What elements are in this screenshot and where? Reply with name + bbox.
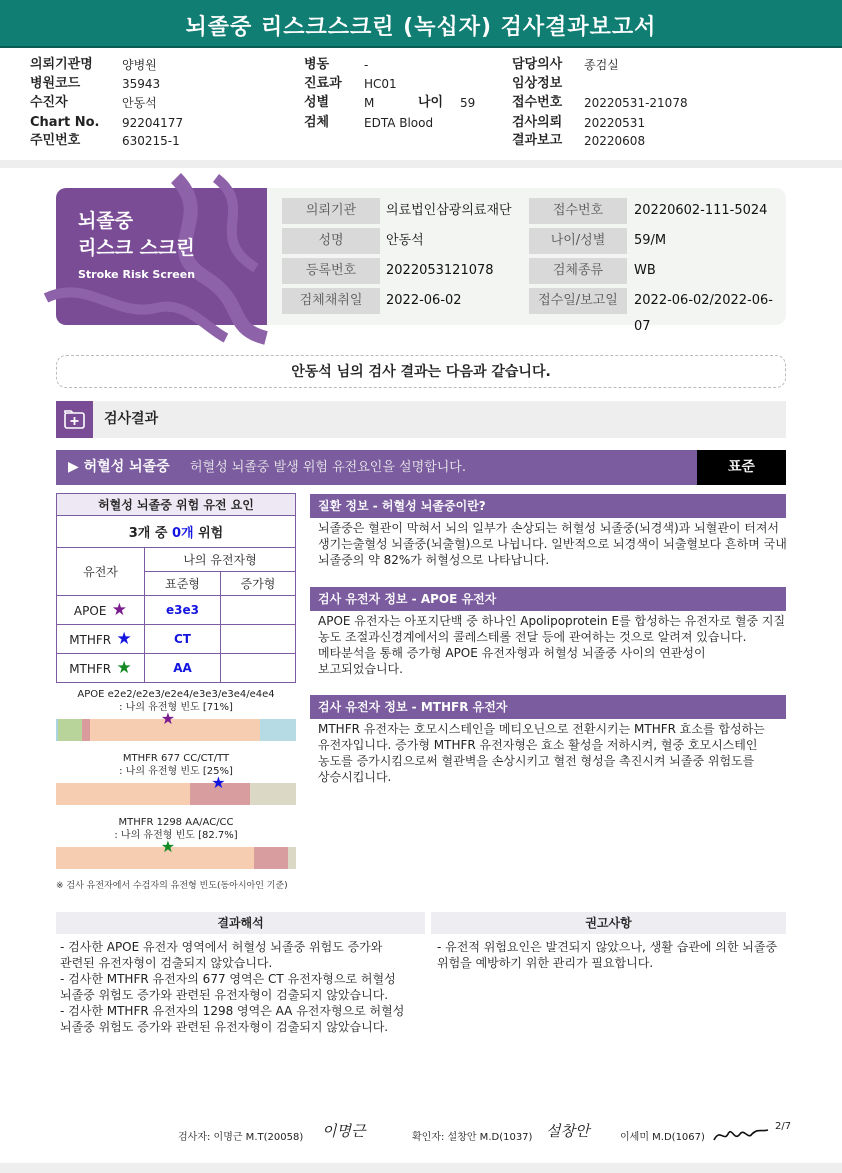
frequency-label-percent: : 나의 유전형 빈도 [25%]	[119, 766, 233, 777]
header-value: 20220531-21078	[584, 96, 688, 110]
age-value: 59	[460, 96, 476, 110]
info-panel-text	[318, 520, 788, 568]
header-label: 접수번호	[512, 95, 563, 110]
summary-suffix: 위험	[198, 526, 224, 541]
interp-line: - 검사한 MTHFR 유전자의 1298 영역은 AA 유전자형으로 허혈성	[60, 1004, 405, 1018]
star-icon: ★	[111, 658, 132, 678]
header-label: 담당의사	[512, 57, 563, 72]
frequency-bar	[56, 847, 296, 869]
gene-name-cell	[57, 625, 145, 654]
doctor2-signature: 이세미 M.D(1067)	[620, 1132, 705, 1143]
genotype-increased	[221, 654, 296, 683]
genotype-marker-star-icon: ★	[211, 773, 226, 792]
genotype-standard: e3e3	[145, 596, 221, 625]
header-value: 종검실	[584, 58, 619, 72]
summary-count: 0개	[171, 526, 194, 541]
header-value: 양병원	[122, 58, 157, 72]
frequency-bar	[56, 719, 296, 741]
info-panel-line: 보고되었습니다.	[318, 662, 403, 676]
genotype-standard: AA	[145, 654, 221, 683]
header-label: Chart No.	[30, 115, 100, 130]
interp-line: 뇌졸중 위험도 증가와 관련된 유전자형이 검출되지 않았습니다.	[60, 988, 389, 1002]
frequency-segment	[250, 783, 296, 805]
header-value: M	[364, 96, 375, 110]
gene-name: APOE	[73, 604, 107, 618]
genotype-standard: CT	[145, 625, 221, 654]
card-field-value: 59/M	[634, 233, 667, 248]
col-inc-header: 증가형	[221, 572, 296, 596]
info-panel-text	[318, 721, 788, 785]
frequency-label	[56, 688, 296, 714]
summary-prefix: 3개 중	[128, 526, 168, 541]
frequency-label-percent: : 나의 유전형 빈도 [71%]	[119, 702, 233, 713]
info-panel-title: 검사 유전자 정보 - APOE 유전자	[310, 587, 786, 611]
frequency-bar	[56, 783, 296, 805]
info-panel-line: 메타분석을 통해 증가형 APOE 유전자형과 허혈성 뇌졸중 사이의 연관성이	[318, 646, 706, 660]
frequency-label	[56, 752, 296, 778]
report-title: 뇌졸중 리스크스크린 (녹십자) 검사결과보고서	[185, 15, 657, 40]
card-title-line2: 리스크 스크린	[78, 237, 195, 259]
frequency-label-genotypes: APOE e2e2/e2e3/e2e4/e3e3/e3e4/e4e4	[77, 689, 275, 700]
header-divider	[0, 160, 842, 168]
frequency-label-genotypes: MTHFR 1298 AA/AC/CC	[118, 817, 234, 828]
frequency-segment	[254, 847, 288, 869]
card-title-line1: 뇌졸중	[78, 210, 134, 232]
risk-level-badge: 표준	[697, 450, 786, 485]
risk-category-desc: 허혈성 뇌졸중 발생 위험 유전요인을 설명합니다.	[190, 460, 466, 475]
header-label: 수진자	[30, 95, 68, 110]
info-panel-line: 뇌졸중의 약 82%가 허혈성으로 나타납니다.	[318, 553, 550, 567]
star-icon: ★	[111, 629, 132, 649]
info-panel-line: APOE 유전자는 아포지단백 중 하나인 Apolipoprotein E를 합성하는 유전자로 혈중 지질	[318, 614, 786, 628]
genotype-increased	[221, 625, 296, 654]
info-panel-title: 질환 정보 - 허혈성 뇌졸중이란?	[310, 494, 786, 518]
header-value: 20220608	[584, 134, 646, 148]
risk-category-bar	[56, 450, 697, 485]
table-row	[57, 625, 296, 654]
card-field-value: WB	[634, 263, 656, 278]
frequency-label-percent: : 나의 유전형 빈도 [82.7%]	[114, 830, 238, 841]
card-field-value: 2022-06-02	[386, 293, 462, 308]
info-panel-title: 검사 유전자 정보 - MTHFR 유전자	[310, 695, 786, 719]
frequency-segment	[58, 719, 82, 741]
doctor2-sign-mark	[712, 1124, 770, 1146]
interp-line: - 검사한 MTHFR 유전자의 677 영역은 CT 유전자형으로 허혈성	[60, 972, 396, 986]
gene-name: MTHFR	[69, 633, 112, 647]
advice-line: 위험을 예방하기 위한 관리가 필요합니다.	[437, 956, 654, 970]
tester-signature: 검사자: 이명근 M.T(20058)	[178, 1132, 304, 1143]
card-title-text	[78, 208, 195, 262]
table-row	[57, 596, 296, 625]
genotype-marker-star-icon: ★	[160, 837, 176, 856]
genotype-increased	[221, 596, 296, 625]
footer-bar	[0, 1163, 842, 1173]
card-subtitle: Stroke Risk Screen	[78, 268, 196, 281]
header-value: 630215-1	[122, 134, 180, 148]
gene-name-cell	[57, 596, 145, 625]
card-field-label: 접수일/보고일	[529, 288, 627, 314]
card-field-label: 검체채취일	[282, 288, 380, 314]
header-value: -	[364, 58, 369, 72]
advice-text	[437, 939, 789, 971]
header-value: 92204177	[122, 116, 184, 130]
gene-table-title: 허혈성 뇌졸중 위험 유전 요인	[57, 494, 296, 516]
col-my-header: 나의 유전자형	[145, 548, 296, 572]
genotype-marker-star-icon: ★	[160, 709, 176, 728]
header-label: 성별	[304, 95, 330, 110]
header-value: EDTA Blood	[364, 116, 434, 130]
risk-category-title: ▶ 허혈성 뇌졸중	[68, 459, 170, 475]
card-field-label: 등록번호	[282, 258, 380, 284]
confirmer-sign-mark: 설창안	[546, 1122, 590, 1140]
header-value: 안동석	[122, 96, 157, 110]
header-value: HC01	[364, 77, 397, 91]
card-field-label: 의뢰기관	[282, 198, 380, 224]
frequency-segment	[56, 783, 190, 805]
card-field-value: 2022053121078	[386, 263, 494, 278]
header-label: 검체	[304, 115, 330, 130]
interp-line: 뇌졸중 위험도 증가와 관련된 유전자형이 검출되지 않았습니다.	[60, 1020, 389, 1034]
header-label: 결과보고	[512, 133, 563, 148]
section-title: 검사결과	[104, 411, 159, 427]
frequency-label	[56, 816, 296, 842]
frequency-segment	[82, 719, 89, 741]
gene-name-cell	[57, 654, 145, 683]
header-label: 임상정보	[512, 76, 563, 91]
advice-title: 권고사항	[431, 912, 786, 934]
frequency-label-genotypes: MTHFR 677 CC/CT/TT	[122, 753, 230, 764]
card-field-value: 의료법인삼광의료재단	[386, 203, 512, 218]
info-panel-line: 뇌졸중은 혈관이 막혀서 뇌의 일부가 손상되는 허혈성 뇌졸중(뇌경색)과 뇌혈관이 터져서	[318, 521, 780, 535]
col-std-header: 표준형	[145, 572, 221, 596]
header-label: 병동	[304, 57, 330, 72]
medical-folder-icon	[56, 401, 93, 438]
info-panel-line: 생기는출혈성 뇌졸중(뇌출혈)으로 나뉩니다. 일반적으로 뇌경색이 뇌출혈보다 흔하며 국내	[318, 537, 787, 551]
section-header	[56, 401, 786, 438]
confirmer-signature: 확인자: 설창안 M.D(1037)	[412, 1132, 533, 1143]
card-field-label: 접수번호	[529, 198, 627, 224]
card-title-block	[56, 188, 267, 325]
frequency-segment	[288, 847, 296, 869]
col-gene-header: 유전자	[57, 548, 145, 596]
header-label: 병원코드	[30, 76, 81, 91]
header-label: 의뢰기관명	[30, 57, 93, 72]
gene-name: MTHFR	[69, 662, 112, 676]
card-field-label: 성명	[282, 228, 380, 254]
interp-line: 관련된 유전자형이 검출되지 않았습니다.	[60, 956, 273, 970]
card-field-label: 나이/성별	[529, 228, 627, 254]
interp-text	[60, 939, 425, 1035]
age-label: 나이	[418, 95, 444, 110]
info-panel-line: MTHFR 유전자는 호모시스테인을 메티오닌으로 전환시키는 MTHFR 효소를 합성하는	[318, 722, 765, 736]
frequency-segment	[56, 847, 254, 869]
info-panel-line: 유전자입니다. 증가형 MTHFR 유전자형은 효소 활성을 저하시켜, 혈중 호모시스테인	[318, 738, 758, 752]
advice-line: - 유전적 위험요인은 발견되지 않았으나, 생활 습관에 의한 뇌졸중	[437, 940, 778, 954]
card-field-value: 안동석	[386, 233, 424, 248]
gene-table	[56, 493, 296, 683]
tester-sign-mark: 이명근	[322, 1122, 366, 1140]
header-label: 주민번호	[30, 133, 81, 148]
gene-table-summary	[57, 516, 296, 548]
header-value: 35943	[122, 77, 161, 91]
interp-line: - 검사한 APOE 유전자 영역에서 허혈성 뇌졸중 위험도 증가와	[60, 940, 383, 954]
star-icon: ★	[106, 600, 128, 620]
info-panel-line: 농도를 증가시킴으로써 혈관벽을 손상시키고 혈전 형성을 촉진시켜 뇌졸중 위험도를	[318, 754, 755, 768]
table-row	[57, 654, 296, 683]
result-message: 안동석 님의 검사 결과는 다음과 같습니다.	[56, 355, 786, 388]
interp-title: 결과해석	[56, 912, 425, 934]
header-label: 검사의뢰	[512, 115, 563, 130]
header-label: 진료과	[304, 76, 342, 91]
info-panel-text	[318, 613, 788, 677]
report-header-bar	[0, 0, 842, 48]
frequency-note: ※ 검사 유전자에서 수검자의 유전형 빈도(동아시아인 기준)	[56, 881, 288, 891]
header-value: 20220531	[584, 116, 646, 130]
card-field-value: 2022-06-02/2022-06-07	[634, 293, 773, 334]
page-number: 2/7	[775, 1121, 792, 1132]
card-field-label: 검체종류	[529, 258, 627, 284]
patient-info-card	[56, 188, 786, 334]
info-panel-line: 상승시킵니다.	[318, 770, 392, 784]
frequency-segment	[260, 719, 296, 741]
card-field-value: 20220602-111-5024	[634, 203, 768, 218]
info-panel-line: 농도 조절과신경계에서의 콜레스테롤 전달 등에 관여하는 것으로 알려져 있습니다.	[318, 630, 747, 644]
